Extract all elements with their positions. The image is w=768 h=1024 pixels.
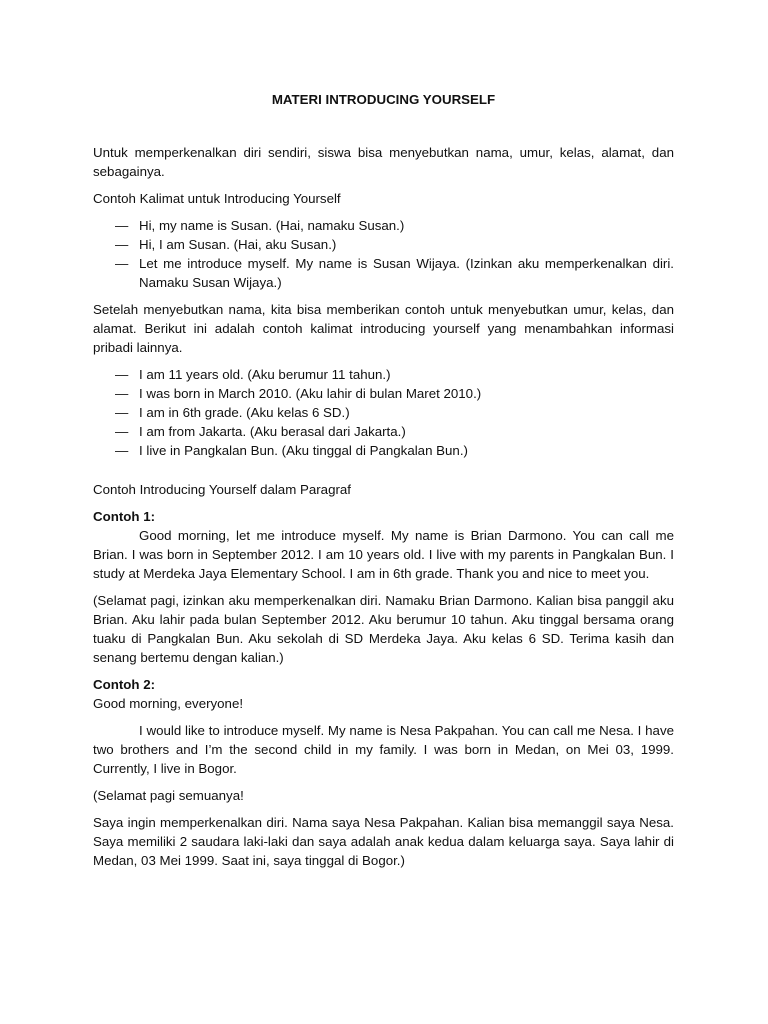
list-item: — I was born in March 2010. (Aku lahir di bulan Maret 2010.)	[115, 386, 482, 401]
intro-paragraph: Untuk memperkenalkan diri sendiri, siswa bisa menyebutkan nama, umur, kelas, alamat, dan sebagainya.	[93, 145, 674, 179]
dash-bullet: —	[115, 405, 129, 420]
contoh2-greeting-id: (Selamat pagi semuanya!	[93, 788, 244, 803]
contoh2-indonesian: Saya ingin memperkenalkan diri. Nama saya Nesa Pakpahan. Kalian bisa memanggil saya Nesa. Saya memiliki 2 saudara laki-laki dan saya adalah anak kedua dalam keluarga saya. Saya lahir di Medan, 03 Mei 1999. Saat ini, saya tinggal di Bogor.)	[93, 815, 674, 868]
dash-bullet: —	[115, 218, 129, 233]
dash-bullet: —	[115, 386, 129, 401]
contoh1-english: Good morning, let me introduce myself. My name is Brian Darmono. You can call me Brian. I was born in September 2012. I am 10 years old. I live with my parents in Pangkalan Bun. I study at Merdeka Jaya Elementary School. I am in 6th grade. Thank you and nice to meet you.	[93, 528, 674, 581]
dash-bullet: —	[115, 424, 129, 439]
setelah-paragraph: Setelah menyebutkan nama, kita bisa memberikan contoh untuk menyebutkan umur, kelas, dan alamat. Berikut ini adalah contoh kalimat introducing yourself yang menambahkan informasi pribadi lainnya.	[93, 302, 674, 355]
dash-bullet: —	[115, 443, 129, 458]
list-item: — I am in 6th grade. (Aku kelas 6 SD.)	[115, 405, 350, 420]
contoh-kalimat-heading: Contoh Kalimat untuk Introducing Yourself	[93, 191, 341, 206]
contoh2-greeting: Good morning, everyone!	[93, 696, 244, 711]
page-title: MATERI INTRODUCING YOURSELF	[271, 92, 496, 107]
contoh1-indonesian: (Selamat pagi, izinkan aku memperkenalkan diri. Namaku Brian Darmono. Kalian bisa panggil aku Brian. Aku lahir pada bulan September 2012. Aku berumur 10 tahun. Aku tinggal bersama orang tuaku di Pangkalan Bun. Aku sekolah di SD Merdeka Jaya. Aku kelas 6 SD. Terima kasih dan senang bertemu dengan kalian.)	[93, 593, 674, 665]
personal-info-list	[93, 365, 674, 460]
list-item: — Let me introduce myself. My name is Susan Wijaya. (Izinkan aku memperkenalkan diri. Namaku Susan Wijaya.)	[115, 256, 674, 290]
dash-bullet: —	[115, 237, 129, 252]
paragraf-heading: Contoh Introducing Yourself dalam Paragraf	[93, 482, 351, 497]
contoh2-label: Contoh 2:	[93, 677, 156, 692]
dash-bullet: —	[115, 367, 129, 382]
contoh1-label: Contoh 1:	[93, 509, 156, 524]
list-item: — Hi, I am Susan. (Hai, aku Susan.)	[115, 237, 337, 252]
list-item: — I am from Jakarta. (Aku berasal dari Jakarta.)	[115, 424, 406, 439]
list-item: — I live in Pangkalan Bun. (Aku tinggal di Pangkalan Bun.)	[115, 443, 468, 458]
list-item: — I am 11 years old. (Aku berumur 11 tahun.)	[115, 367, 391, 382]
dash-bullet: —	[115, 256, 129, 271]
list-item: — Hi, my name is Susan. (Hai, namaku Susan.)	[115, 218, 405, 233]
example-sentence-list	[93, 216, 674, 292]
contoh2-english: I would like to introduce myself. My name is Nesa Pakpahan. You can call me Nesa. I have two brothers and I’m the second child in my family. I was born in Medan, on Mei 03, 1999. Currently, I live in Bogor.	[93, 723, 674, 776]
